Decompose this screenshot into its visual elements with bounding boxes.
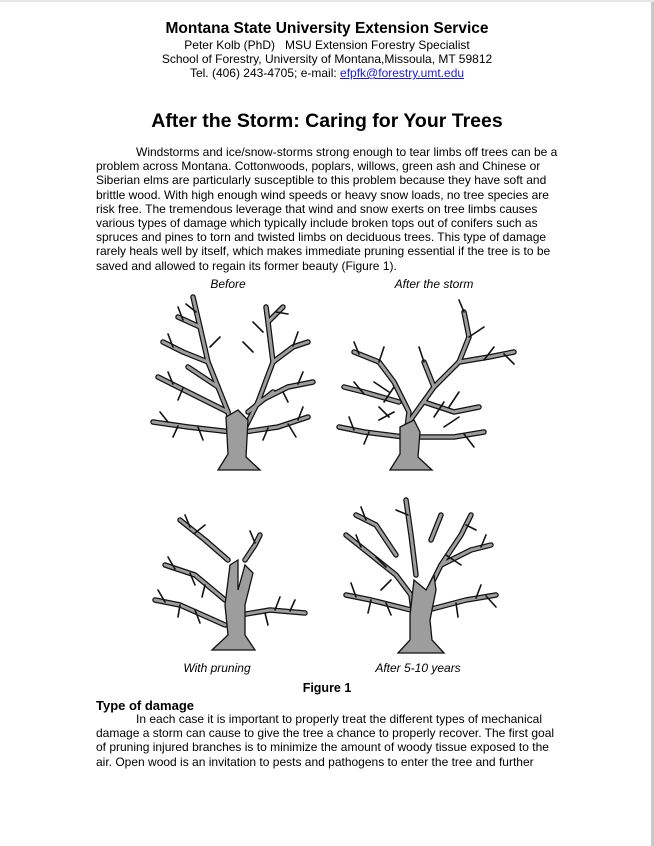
text-line: air. Open wood is an invitation to pests and pathogens to enter the tree and further <box>96 754 534 769</box>
author-line: Peter Kolb (PhD) MSU Extension Forestry Specialist <box>184 38 470 52</box>
address-line: School of Forestry, University of Montana,Missoula, MT 59812 <box>161 52 493 66</box>
figure-caption: Figure 1 <box>302 681 352 695</box>
section-heading: Type of damage <box>96 698 195 713</box>
figure-label-after-storm: After the storm <box>394 277 474 291</box>
contact-phone: Tel. (406) 243-4705; e-mail: <box>189 66 341 80</box>
text-line: Siberian elms are particularly susceptible to this problem because they have soft and <box>96 173 547 188</box>
text-line: brittle wood. With high enough wind speeds or heavy snow loads, no tree species are <box>96 187 549 202</box>
text-line: damage a storm can cause to give the tree a chance to properly recover. The first goal <box>96 726 555 741</box>
text-line: problem across Montana. Cottonwoods, poplars, willows, green ash and Chinese or <box>96 159 541 174</box>
text-line: saved and allowed to regain its former beauty (Figure 1). <box>96 258 397 273</box>
figure-label-before: Before <box>210 277 246 291</box>
email-link[interactable]: efpfk@forestry.umt.edu <box>340 66 465 80</box>
text-line: Windstorms and ice/snow-storms strong enough to tear limbs off trees can be a <box>136 145 558 159</box>
text-line: of pruning injured branches is to minimize the amount of woody tissue exposed to the <box>96 740 549 755</box>
text-line: risk free. The tremendous leverage that wind and snow exerts on tree limbs causes <box>96 201 538 216</box>
page-title: After the Storm: Caring for Your Trees <box>151 110 503 132</box>
intro-paragraph <box>96 145 558 273</box>
organization-name: Montana State University Extension Service <box>165 20 489 37</box>
tree-pruned-icon <box>150 505 320 660</box>
figure-label-after-years: After 5-10 years <box>375 661 461 675</box>
text-line: rarely heals well by itself, which makes immediate pruning essential if the tree is to be <box>96 244 551 259</box>
figure-label-with-pruning: With pruning <box>183 661 251 675</box>
contact-line <box>0 66 654 80</box>
text-line: spruces and pines to torn and twisted limbs on deciduous trees. This type of damage <box>96 230 547 245</box>
section-paragraph <box>96 712 558 769</box>
text-line: various types of damage which typically include broken tops out of conifers such as <box>96 215 538 230</box>
tree-full-icon <box>148 292 318 477</box>
tree-damaged-icon <box>334 292 524 477</box>
tree-recovered-icon <box>336 495 516 660</box>
page-top-border <box>0 0 654 2</box>
text-line: In each case it is important to properly treat the different types of mechanical <box>136 712 542 726</box>
